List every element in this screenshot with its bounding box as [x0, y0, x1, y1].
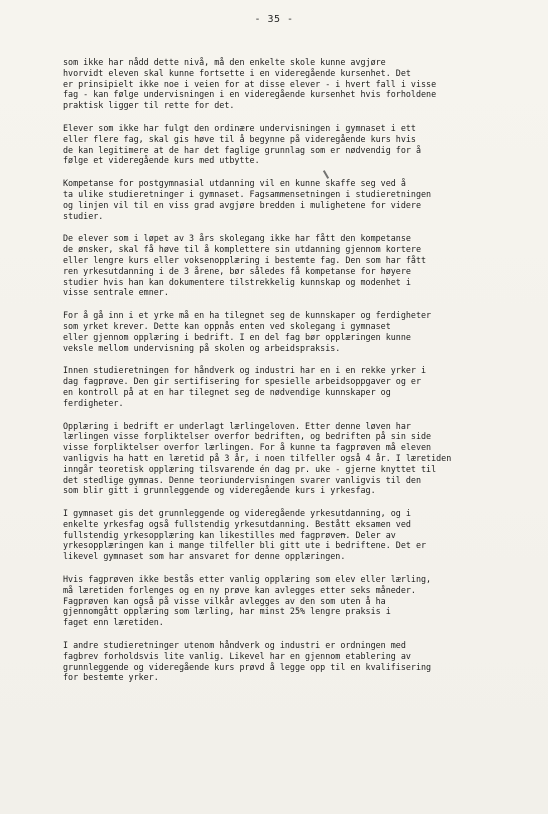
paragraph-gap: [63, 409, 483, 421]
paragraph-2: [63, 123, 483, 166]
paragraph-gap: [63, 111, 483, 123]
text-line: det stedlige gymnas. Denne teoriundervisningen svarer vanligvis til den: [63, 474, 421, 485]
text-line: enkelte yrkesfag også fullstendig yrkesutdanning. Bestått eksamen ved: [63, 518, 411, 529]
text-line: ren yrkesutdanning i de 3 årene, bør således få kompetanse for høyere: [63, 265, 411, 276]
text-line: Opplæring i bedrift er underlagt lærlingeloven. Etter denne løven har: [63, 420, 411, 431]
text-line: følge et videregående kurs med utbytte.: [63, 155, 260, 166]
text-line: gjennomgått opplæring som lærling, har minst 25% lengre praksis i: [63, 606, 391, 617]
text-line: studier.: [63, 210, 104, 221]
paragraph-gap: [63, 628, 483, 640]
text-line: eller gjennom opplæring i bedrift. I en del fag bør opplæringen kunne: [63, 331, 411, 342]
text-line: visse sentrale emner.: [63, 287, 169, 298]
text-line: de kan legitimere at de har det faglige grunnlag som er nødvendig for å: [63, 144, 421, 155]
text-line: Kompetanse for postgymnasial utdanning vil en kunne skaffe seg ved å: [63, 178, 406, 189]
text-line: likevel gymnaset som har ansvaret for denne opplæringen.: [63, 551, 346, 562]
text-line: I gymnaset gis det grunnleggende og videregående yrkesutdanning, og i: [63, 508, 411, 519]
text-line: studier hvis han kan dokumentere tilstrekkelig kunnskap og modenhet i: [63, 276, 411, 287]
text-line: Elever som ikke har fulgt den ordinære undervisningen i gymnaset i ett: [63, 122, 416, 133]
paragraph-gap: [63, 496, 483, 508]
paragraph-gap: [63, 298, 483, 310]
text-line: Hvis fagprøven ikke bestås etter vanlig opplæring som elev eller lærling,: [63, 574, 432, 585]
text-line: som ikke har nådd dette nivå, må den enkelte skole kunne avgjøre: [63, 57, 386, 67]
text-line: er prinsipielt ikke noe i veien for at disse elever - i hvert fall i visse: [63, 78, 437, 89]
paragraph-1: [63, 57, 483, 111]
paragraph-4: [63, 233, 483, 298]
paragraph-3: [63, 178, 483, 221]
text-line: De elever som i løpet av 3 års skolegang ikke har fått den kompetanse: [63, 233, 411, 244]
text-line: må læretiden forlenges og en ny prøve kan avlegges etter seks måneder.: [63, 584, 416, 595]
text-line: ta ulike studieretninger i gymnaset. Fagsammensetningen i studieretningen: [63, 188, 432, 199]
text-line: Innen studieretningen for håndverk og industri har en i en rekke yrker i: [63, 365, 427, 376]
text-line: ferdigheter.: [63, 397, 124, 408]
text-line: for bestemte yrker.: [63, 672, 159, 683]
paragraph-6: [63, 365, 483, 408]
text-line: inngår teoretisk opplæring tilsvarende én dag pr. uke - gjerne knyttet til: [63, 463, 437, 474]
text-line: I andre studieretninger utenom håndverk og industri er ordningen med: [63, 640, 406, 651]
text-line: hvorvidt eleven skal kunne fortsette i en videregående kursenhet. Det: [63, 67, 411, 78]
page-number: - 35 -: [254, 14, 294, 25]
text-line: visse forpliktelser overfor lærlingen. For å kunne ta fagprøven må eleven: [63, 442, 432, 453]
text-line: faget enn læretiden.: [63, 617, 164, 628]
text-line: eller lengre kurs eller voksenopplæring i bestemte fag. Den som har fått: [63, 254, 427, 265]
text-line: og linjen vil til en viss grad avgjøre bredden i mulighetene for videre: [63, 199, 421, 210]
paragraph-gap: [63, 353, 483, 365]
text-line: fullstendig yrkesopplæring kan likestilles med fagprøven. Deler av: [63, 529, 396, 540]
paragraph-7: [63, 421, 483, 497]
text-line: For å gå inn i et yrke må en ha tilegnet seg de kunnskaper og ferdigheter: [63, 310, 432, 321]
paragraph-gap: [63, 562, 483, 574]
text-line: som yrket krever. Dette kan oppnås enten ved skolegang i gymnaset: [63, 320, 391, 331]
pen-mark: [340, 531, 346, 535]
text-line: de ønsker, skal få høve til å komplettere sin utdanning gjennom kortere: [63, 244, 421, 255]
document-body: [63, 57, 483, 683]
text-line: fagbrev forholdsvis lite vanlig. Likevel har en gjennom etablering av: [63, 650, 411, 661]
text-line: vanligvis ha hatt en læretid på 3 år, i noen tilfeller også 4 år. I læretiden: [63, 452, 452, 463]
paragraph-gap: [63, 221, 483, 233]
text-line: grunnleggende og videregående kurs prøvd å legge opp til en kvalifisering: [63, 661, 432, 672]
text-line: Fagprøven kan også på visse vilkår avlegges av den som uten å ha: [63, 595, 386, 606]
text-line: praktisk ligger til rette for det.: [63, 100, 235, 111]
text-line: veksle mellom undervisning på skolen og arbeidspraksis.: [63, 342, 341, 353]
text-line: en kontroll på at en har tilegnet seg de nødvendige kunnskaper og: [63, 386, 391, 397]
paragraph-gap: [63, 166, 483, 178]
paragraph-9: [63, 574, 483, 628]
text-line: yrkesopplæringen kan i mange tilfeller bli gitt ute i bedriftene. Det er: [63, 540, 427, 551]
text-line: eller flere fag, skal gis høve til å begynne på videregående kurs hvis: [63, 133, 416, 144]
paragraph-5: [63, 310, 483, 353]
text-line: som blir gitt i grunnleggende og videregående kurs i yrkesfag.: [63, 485, 376, 496]
text-line: dag fagprøve. Den gir sertifisering for spesielle arbeidsoppgaver og er: [63, 376, 421, 387]
paragraph-8: [63, 508, 483, 562]
paragraph-10: [63, 640, 483, 683]
text-line: fag - kan følge undervisningen i en videregående kursenhet hvis forholdene: [63, 89, 437, 100]
text-line: lærlingen visse forpliktelser overfor bedriften, og bedriften på sin side: [63, 431, 432, 442]
